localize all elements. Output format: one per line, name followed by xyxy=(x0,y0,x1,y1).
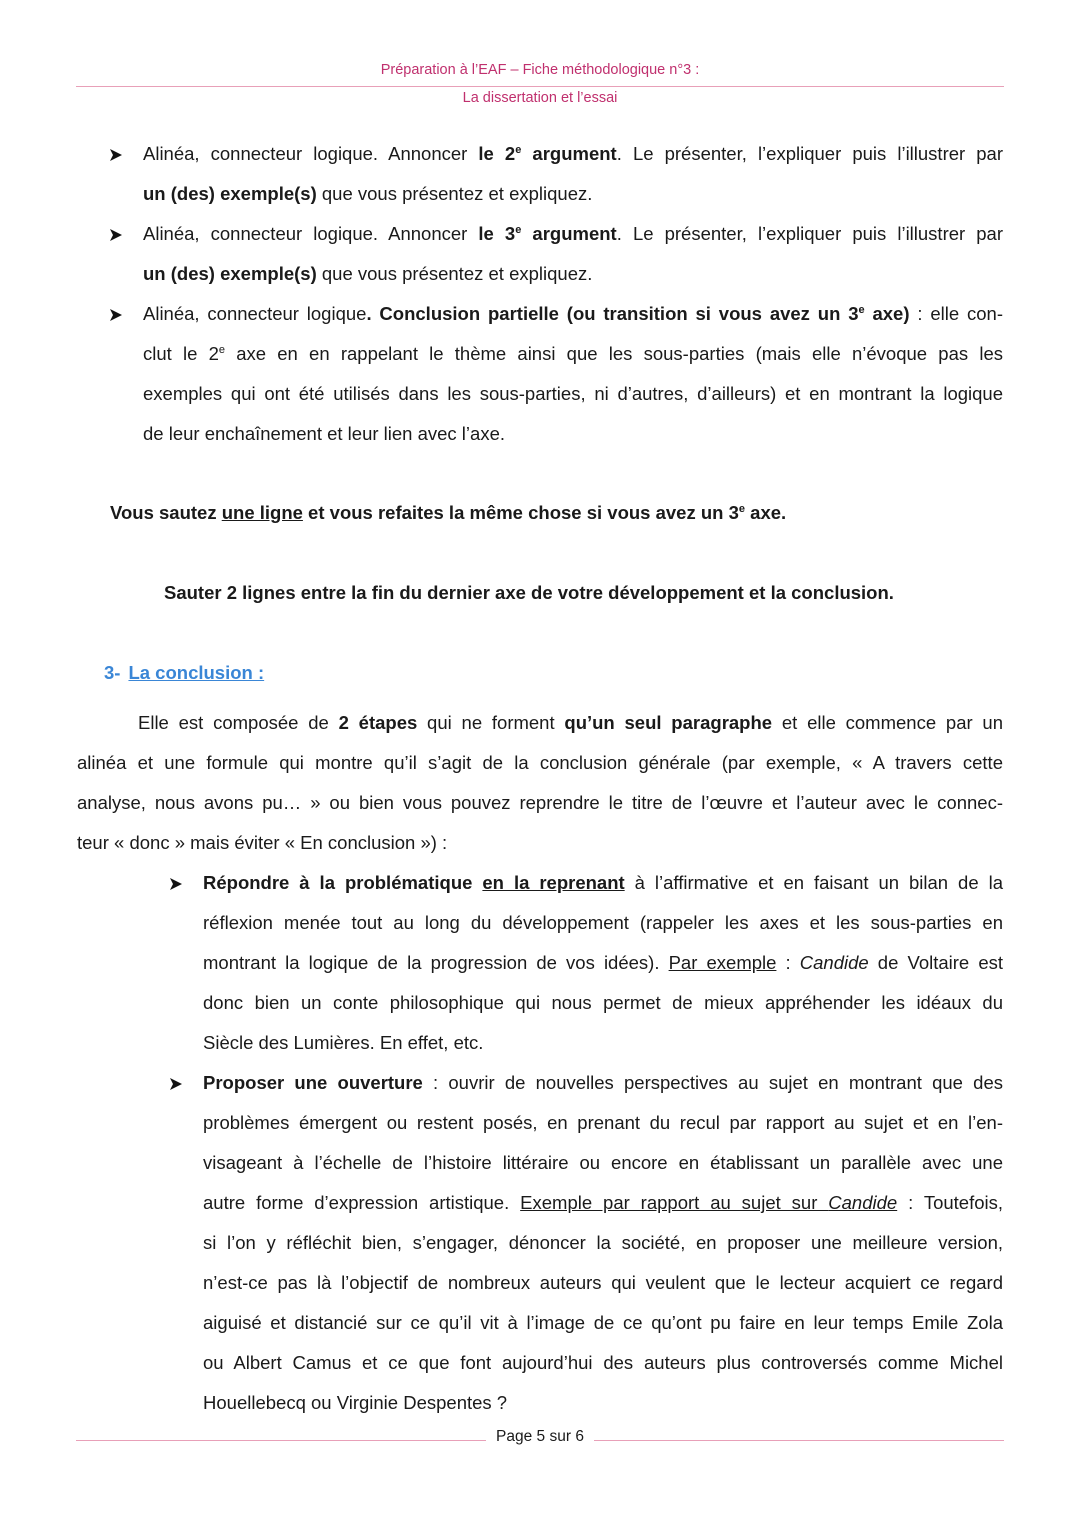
instruction-sauter-2-lignes: Sauter 2 lignes entre la fin du dernier axe de votre développement et la conclusion. xyxy=(164,582,894,603)
arrow-bullet-icon xyxy=(108,214,124,254)
etape2-line6: n’est-ce pas là l’objectif de nombreux auteurs qui veulent que le lecteur acquiert ce regard xyxy=(203,1272,1003,1293)
arrow-bullet-icon xyxy=(168,1063,184,1103)
etape2-line2: problèmes émergent ou restent posés, en prenant du recul par rapport au sujet et en l’en- xyxy=(203,1112,1003,1133)
etape2-line4: autre forme d’expression artistique. Exemple par rapport au sujet sur Candide : Toutefois, xyxy=(203,1192,1004,1213)
etape1-line5: Siècle des Lumières. En effet, etc. xyxy=(203,1032,484,1053)
section-label: La conclusion : xyxy=(128,662,265,683)
instruction-sauter-ligne: Vous sautez une ligne et vous refaites la même chose si vous avez un 3e axe. xyxy=(110,502,787,523)
intro-line2: alinéa et une formule qui montre qu’il s’agit de la conclusion générale (par exemple, « A travers cette xyxy=(77,752,1003,773)
etape2-line5: si l’on y réfléchit bien, s’engager, dénoncer la société, en proposer une meilleure version, xyxy=(203,1232,1003,1253)
bullet-conclusion-partielle-line3: exemples qui ont été utilisés dans les sous-parties, ni d’autres, d’ailleurs) et en montrant la logique xyxy=(143,383,1003,404)
section-number: 3- xyxy=(104,662,121,683)
bullet-argument-3-line2: un (des) exemple(s) que vous présentez et expliquez. xyxy=(143,263,593,284)
intro-line3: analyse, nous avons pu… » ou bien vous pouvez reprendre le titre de l’œuvre et l’auteur avec le connec- xyxy=(77,792,1003,813)
intro-line1: Elle est composée de 2 étapes qui ne forment qu’un seul paragraphe et elle commence par un xyxy=(138,712,1003,733)
bullet-argument-3-line1: Alinéa, connecteur logique. Annoncer le 3e argument. Le présenter, l’expliquer puis l’illustrer par xyxy=(143,223,1004,244)
header-title: Préparation à l’EAF – Fiche méthodologique n°3 : xyxy=(380,62,700,78)
etape1-line1: Répondre à la problématique en la reprenant à l’affirmative et en faisant un bilan de la xyxy=(203,872,1004,893)
intro-line4: teur « donc » mais éviter « En conclusion ») : xyxy=(77,832,448,853)
bullet-conclusion-partielle-line1: Alinéa, connecteur logique. Conclusion partielle (ou transition si vous avez un 3e axe) : elle con- xyxy=(143,303,1003,324)
arrow-bullet-icon xyxy=(168,863,184,903)
arrow-bullet-icon xyxy=(108,294,124,334)
header-subtitle: La dissertation et l’essai xyxy=(462,90,618,106)
header-rule xyxy=(76,86,1004,87)
bullet-conclusion-partielle-line2: clut le 2e axe en en rappelant le thème ainsi que les sous-parties (mais elle n’évoque pas les xyxy=(143,343,1003,364)
etape1-line2: réflexion menée tout au long du développement (rappeler les axes et les sous-parties en xyxy=(203,912,1003,933)
page-number: Page 5 sur 6 xyxy=(0,1428,1080,1446)
arrow-bullet-icon xyxy=(108,134,124,174)
etape2-line3: visageant à l’échelle de l’histoire littéraire ou encore en établissant un parallèle avec une xyxy=(203,1152,1003,1173)
etape2-line7: aiguisé et distancié sur ce qu’il vit à l’image de ce qu’ont pu faire en leur temps Emile Zola xyxy=(203,1312,1003,1333)
bullet-argument-2-line1: Alinéa, connecteur logique. Annoncer le 2e argument. Le présenter, l’expliquer puis l’illustrer par xyxy=(143,143,1004,164)
etape2-line9: Houellebecq ou Virginie Despentes ? xyxy=(203,1392,508,1413)
etape2-line8: ou Albert Camus et ce que font aujourd’hui des auteurs plus controversés comme Michel xyxy=(203,1352,1003,1373)
section-title-conclusion xyxy=(104,658,264,688)
bullet-conclusion-partielle-line4: de leur enchaînement et leur lien avec l’axe. xyxy=(143,423,505,444)
etape1-line3: montrant la logique de la progression de vos idées). Par exemple : Candide de Voltaire est xyxy=(203,952,1003,973)
etape1-line4: donc bien un conte philosophique qui nous permet de mieux appréhender les idéaux du xyxy=(203,992,1003,1013)
bullet-argument-2-line2: un (des) exemple(s) que vous présentez et expliquez. xyxy=(143,183,593,204)
etape2-line1: Proposer une ouverture : ouvrir de nouvelles perspectives au sujet en montrant que des xyxy=(203,1072,1003,1093)
